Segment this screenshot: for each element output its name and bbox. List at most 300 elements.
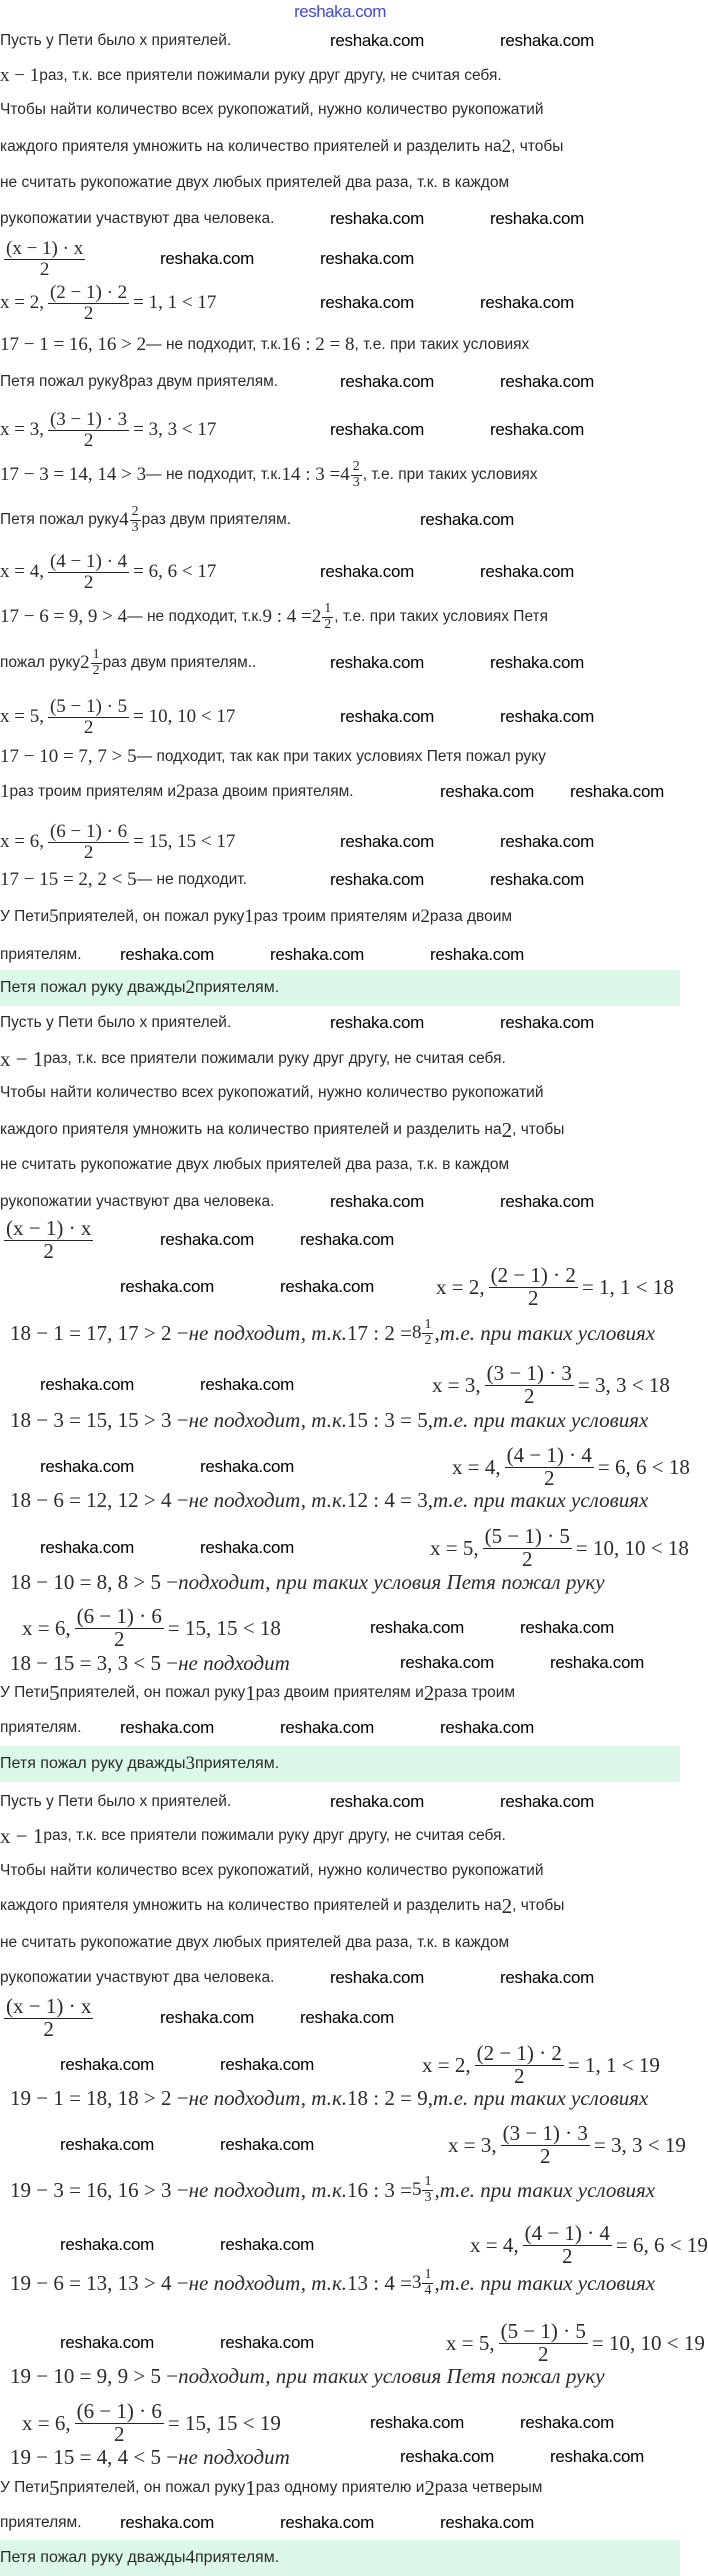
solution-line [0,1011,231,1035]
solution-line [0,551,217,593]
text-run: Петя пожал руку дважды [0,2549,186,2566]
math-expression: т.е. при таких условиях [432,1487,649,1512]
watermark: reshaka.com [550,1653,645,1672]
math-expression: 18 − 15 = 3, 3 < 5 − [10,1650,179,1675]
math-expression: 2 [185,977,196,998]
solution-line [0,1681,515,1705]
math-expression: x = 4, [0,561,44,582]
fraction-denominator: 3 [131,519,139,535]
watermark: reshaka.com [440,1718,535,1737]
solution-line [0,1994,97,2041]
fraction-numerator: (x − 1) · x [6,1216,92,1241]
text-run: — не подходит, т.к. [146,466,282,483]
fraction-denominator: 2 [538,2341,549,2366]
fraction-denominator: 2 [562,2243,573,2268]
text-run: раз двум приятелям. [141,511,292,528]
fraction [48,283,129,323]
math-expression: подходит, при таких условия Петя пожал руку [178,1569,605,1594]
answer-box [0,1746,680,1782]
text-run: приятелей, он пожал руку [59,2479,246,2496]
mixed-number [312,602,335,632]
math-expression: не подходит [178,2444,290,2469]
math-expression: = 1, 1 < 19 [567,2052,660,2077]
solution-line [470,2221,708,2268]
math-expression: 2 [501,1893,513,1918]
solution-line [0,943,82,967]
solution-line [22,1604,281,1651]
fraction-denominator: 3 [424,2189,432,2205]
text-run: — не подходит, т.к. [146,336,282,353]
text-run: раза двоим приятелям. [185,783,354,800]
watermark: reshaka.com [480,293,575,312]
solution-line [0,333,529,357]
math-expression: 19 − 6 = 13, 13 > 4 − [10,2270,189,2295]
mixed-number [80,648,103,678]
solution-line [0,171,509,195]
text-run: Петя пожал руку дважды [0,979,186,996]
fraction [48,410,129,450]
math-expression: 5 [49,2475,60,2500]
text-run: , чтобы [512,1121,565,1138]
solution-line [0,1190,274,1214]
math-expression: 2 [176,781,186,802]
watermark: reshaka.com [300,1230,395,1249]
watermark: reshaka.com [330,1013,425,1032]
watermark: reshaka.com [270,945,365,964]
fraction [483,1526,572,1570]
watermark: reshaka.com [550,2447,645,2466]
math-expression: не подходит, т.к. [188,2270,348,2295]
answer-box [0,2540,680,2576]
site-logo[interactable]: reshaka.com [294,2,386,21]
solution-line [10,1570,605,1594]
text-run: приятелям. [0,2514,82,2531]
math-expression: x = 2, [422,2052,471,2077]
solution-line [0,905,512,929]
solution-line [0,1859,544,1883]
watermark: reshaka.com [340,832,435,851]
math-expression: 2 [423,1680,435,1705]
watermark: reshaka.com [300,2008,395,2027]
math-expression: подходит, при таких условия Петя пожал руку [178,2363,605,2388]
solution-line [0,1118,564,1142]
math-expression: x = 3, [432,1372,481,1397]
watermark: reshaka.com [440,782,535,801]
fraction [499,2321,588,2365]
math-expression: 2 [420,906,430,927]
fraction-denominator: 2 [43,2016,54,2041]
text-run: раз двоим приятелям и [255,1684,424,1701]
watermark: reshaka.com [280,1277,375,1296]
fraction-denominator: 2 [39,258,50,280]
text-run: раз троим приятелям и [253,908,421,925]
solution-line [0,282,217,324]
watermark: reshaka.com [400,2447,495,2466]
watermark: reshaka.com [60,2135,155,2154]
watermark: reshaka.com [500,31,595,50]
watermark: reshaka.com [420,510,515,529]
math-expression: x = 2, [0,292,44,313]
watermark: reshaka.com [60,2235,155,2254]
fraction [75,2401,164,2445]
fraction-denominator: 2 [83,716,94,738]
solution-line [0,1931,509,1955]
watermark: reshaka.com [500,1013,595,1032]
fraction-numerator: (2 − 1) · 2 [476,2041,562,2066]
fraction [475,2043,564,2087]
watermark: reshaka.com [330,1968,425,1987]
math-expression: 17 − 6 = 9, 9 > 4 [0,606,128,627]
math-expression: 1 [0,781,10,802]
math-expression: не подходит, т.к. [188,1407,348,1432]
solution-line [0,1081,544,1105]
text-run: раза троим [434,1684,516,1701]
text-run: , чтобы [512,1897,565,1914]
text-run: раза четверым [434,2479,543,2496]
watermark: reshaka.com [220,2135,315,2154]
solution-line [0,1824,506,1848]
fraction [130,505,141,535]
fraction-denominator: 2 [114,2421,125,2446]
text-run: приятелям. [0,946,82,963]
fraction-numerator: (5 − 1) · 5 [49,696,128,718]
watermark: reshaka.com [330,870,425,889]
math-expression: = 1, 1 < 17 [133,292,217,313]
math-expression: т.е. при таких условиях [439,1320,656,1345]
math-expression: 14 : 3 = [281,464,341,485]
math-expression: = 3, 3 < 18 [577,1372,670,1397]
fraction-numerator: (5 − 1) · 5 [500,2319,586,2344]
solution-line [22,2399,281,2446]
solution-line [0,1216,97,1263]
fraction [91,648,102,678]
mixed-whole: 4 [119,509,129,530]
text-run: , чтобы [511,138,564,155]
watermark: reshaka.com [120,2513,215,2532]
solution-line [0,1716,82,1740]
math-expression: не подходит [178,1650,290,1675]
math-expression: x = 3, [0,419,44,440]
fraction [489,1265,578,1309]
math-expression: 18 : 2 = 9, [347,2085,433,2110]
math-expression: 19 − 15 = 4, 4 < 5 − [10,2444,179,2469]
text-run: У Пети [0,1684,50,1701]
solution-line [0,504,292,535]
watermark: reshaka.com [330,420,425,439]
fraction-denominator: 2 [424,1332,432,1348]
math-expression: 2 [501,136,512,157]
math-expression: x = 4, [470,2232,519,2257]
math-expression: 17 − 10 = 7, 7 > 5 [0,746,137,767]
text-run: приятелям. [0,1719,82,1736]
math-expression: 17 : 2 = [347,1320,412,1345]
mixed-number [412,2175,435,2205]
fraction-numerator: (4 − 1) · 4 [49,551,128,573]
solution-line [0,29,231,53]
text-run: раз, т.к. все приятели пожимали руку друг другу, не считая себя. [43,1050,506,1067]
watermark: reshaka.com [490,209,585,228]
watermark: reshaka.com [330,209,425,228]
mixed-number [119,505,142,535]
solution-line [10,2364,605,2388]
math-expression: 19 − 3 = 16, 16 > 3 − [10,2177,189,2202]
fraction-denominator: 2 [544,1465,555,1490]
math-expression: = 15, 15 < 17 [133,831,236,852]
math-expression: 1 [244,906,254,927]
math-expression: не подходит, т.к. [188,2177,348,2202]
answer-box [0,970,680,1006]
watermark: reshaka.com [320,249,415,268]
text-run: раз, т.к. все приятели пожимали руку друг другу, не считая себя. [43,1827,506,1844]
math-expression: т.е. при таких условиях [432,2085,649,2110]
fraction-numerator: (x − 1) · x [6,238,84,260]
mixed-whole: 8 [411,1322,422,1343]
watermark: reshaka.com [160,2008,255,2027]
solution-line [422,2041,660,2088]
text-run: , т.е. при таких условиях Петя [334,608,549,625]
text-run: У Пети [0,908,50,925]
solution-line [0,1966,274,1990]
watermark: reshaka.com [440,2513,535,2532]
watermark: reshaka.com [330,31,425,50]
text-run: раз троим приятелям и [9,783,177,800]
solution-line [448,2121,686,2168]
text-run: каждого приятеля умножить на количество приятелей и разделить на [0,1897,502,1914]
mixed-whole: 5 [411,2179,422,2200]
fraction-denominator: 2 [83,841,94,863]
mixed-number [412,1318,435,1348]
math-expression: 1 [245,2475,256,2500]
math-expression: = 10, 10 < 19 [591,2330,705,2355]
solution-line [0,64,502,88]
solution-line [10,2445,290,2469]
watermark: reshaka.com [40,1457,135,1476]
fraction [4,239,85,279]
text-run: пожал руку [0,654,81,671]
math-expression: = 15, 15 < 19 [167,2410,281,2435]
fraction-numerator: 1 [92,647,100,663]
watermark: reshaka.com [160,249,255,268]
math-expression: x − 1 [0,65,40,86]
math-expression: x = 5, [0,706,44,727]
watermark: reshaka.com [280,1718,375,1737]
fraction-numerator: 1 [324,601,332,617]
watermark: reshaka.com [490,420,585,439]
text-run: Пусть у Пети было х приятелей. [0,1793,232,1810]
watermark: reshaka.com [480,562,575,581]
text-run: раз двум приятелям. [128,373,279,390]
fraction [75,1606,164,1650]
text-run: Петя пожал руку [0,511,120,528]
math-expression: = 10, 10 < 17 [133,706,236,727]
watermark: reshaka.com [280,2513,375,2532]
fraction-numerator: 2 [352,459,360,475]
watermark: reshaka.com [340,707,435,726]
math-expression: 2 [424,2475,435,2500]
math-expression: 5 [49,1680,60,1705]
math-expression: x = 5, [446,2330,495,2355]
math-expression: x = 6, [0,831,44,852]
math-expression: т.е. при таких условиях [432,1407,649,1432]
text-run: раз двум приятелям.. [102,654,257,671]
watermark: reshaka.com [430,945,525,964]
solution-line [0,98,544,122]
math-expression: x = 6, [22,2410,71,2435]
math-expression: = 10, 10 < 18 [575,1535,689,1560]
solution-line [10,1317,656,1348]
text-run: Чтобы найти количество всех рукопожатий, нужно количество рукопожатий [0,101,544,118]
fraction [4,1218,93,1262]
solution-line [0,135,563,159]
text-run: приятелям. [195,2549,280,2566]
solution-line [0,2476,542,2500]
watermark: reshaka.com [520,1618,615,1637]
fraction [422,2175,433,2205]
fraction-denominator: 2 [83,302,94,324]
solution-line [0,238,89,280]
watermark: reshaka.com [320,562,415,581]
solution-line [0,2511,82,2535]
fraction-denominator: 3 [352,474,360,490]
solution-line [436,1263,674,1310]
watermark: reshaka.com [220,2235,315,2254]
watermark: reshaka.com [120,1277,215,1296]
text-run: рукопожатии участвуют два человека. [0,210,275,227]
fraction-denominator: 2 [540,2143,551,2168]
watermark: reshaka.com [570,782,665,801]
watermark: reshaka.com [160,1230,255,1249]
math-expression: 1 [245,1680,256,1705]
math-expression: 8 [119,371,129,392]
watermark: reshaka.com [320,293,415,312]
text-run: раз, т.к. все приятели пожимали руку друг другу, не считая себя. [39,67,502,84]
solution-line [0,409,217,451]
math-expression: x = 2, [436,1274,485,1299]
text-run: Петя пожал руку [0,373,120,390]
fraction [322,602,333,632]
watermark: reshaka.com [500,707,595,726]
solution-line [0,1153,509,1177]
text-run: приятелей, он пожал руку [59,1684,246,1701]
solution-line [0,207,274,231]
math-expression: 18 − 10 = 8, 8 > 5 − [10,1569,179,1594]
solution-line [0,647,257,678]
watermark: reshaka.com [200,1457,295,1476]
watermark: reshaka.com [490,653,585,672]
watermark: reshaka.com [200,1375,295,1394]
watermark: reshaka.com [60,2333,155,2352]
text-run: Пусть у Пети было х приятелей. [0,1014,232,1031]
text-run: раза двоим [429,908,513,925]
text-run: не считать рукопожатие двух любых приятелей два раза, т.к. в каждом [0,174,510,191]
fraction-numerator: (4 − 1) · 4 [506,1443,592,1468]
solution-line [10,2086,648,2110]
watermark: reshaka.com [490,870,585,889]
text-run: каждого приятеля умножить на количество приятелей и разделить на [0,1121,502,1138]
text-run: приятелям. [195,1755,280,1772]
watermark: reshaka.com [40,1375,135,1394]
math-expression: 2 [501,1117,513,1142]
math-expression: 9 : 4 = [262,606,312,627]
math-expression: не подходит, т.к. [188,2085,348,2110]
watermark: reshaka.com [330,653,425,672]
fraction-numerator: (6 − 1) · 6 [76,1604,162,1629]
fraction [505,1445,594,1489]
fraction-numerator: (6 − 1) · 6 [49,821,128,843]
text-run: , т.е. при таких условиях [362,466,538,483]
fraction [422,1318,433,1348]
mixed-number [412,2268,435,2298]
math-expression: не подходит, т.к. [188,1487,348,1512]
text-run: раз одному приятелю и [255,2479,425,2496]
math-expression: 19 − 1 = 18, 18 > 2 − [10,2085,189,2110]
fraction-denominator: 2 [92,662,100,678]
solution-line [0,868,247,892]
fraction [48,552,129,592]
text-run: рукопожатии участвуют два человека. [0,1193,275,1210]
watermark: reshaka.com [120,1718,215,1737]
math-expression: x = 6, [22,1615,71,1640]
fraction-numerator: (3 − 1) · 3 [486,1361,572,1386]
math-expression: = 15, 15 < 18 [167,1615,281,1640]
fraction-numerator: (2 − 1) · 2 [490,1263,576,1288]
text-run: приятелям. [195,979,280,996]
text-run: — не подходит. [136,871,247,888]
math-expression: 18 − 3 = 15, 15 > 3 − [10,1407,189,1432]
solution-line [0,745,546,769]
math-expression: 18 − 1 = 17, 17 > 2 − [10,1320,189,1345]
solution-line [0,1790,231,1814]
fraction [48,697,129,737]
fraction-numerator: 1 [424,2174,432,2190]
text-run: , т.е. при таких условиях [354,336,530,353]
math-expression: = 6, 6 < 19 [615,2232,708,2257]
fraction-denominator: 2 [83,429,94,451]
text-run: Пусть у Пети было х приятелей. [0,32,232,49]
math-expression: , [434,2270,440,2295]
fraction-numerator: (x − 1) · x [6,1994,92,2019]
fraction-numerator: 1 [424,2267,432,2283]
fraction-denominator: 2 [514,2063,525,2088]
watermark: reshaka.com [200,1538,295,1557]
text-run: приятелей, он пожал руку [58,908,245,925]
fraction-numerator: (4 − 1) · 4 [524,2221,610,2246]
math-expression: 17 − 1 = 16, 16 > 2 [0,334,147,355]
watermark: reshaka.com [500,1192,595,1211]
fraction [501,2123,590,2167]
math-expression: 5 [49,906,59,927]
text-run: не считать рукопожатие двух любых приятелей два раза, т.к. в каждом [0,1934,510,1951]
fraction [351,460,362,490]
math-expression: 17 − 15 = 2, 2 < 5 [0,869,137,890]
solution-line [0,370,278,394]
fraction [48,822,129,862]
solution-line [10,1488,648,1512]
mixed-whole: 2 [80,652,90,673]
fraction-numerator: (3 − 1) · 3 [49,409,128,431]
math-expression: = 6, 6 < 18 [597,1454,690,1479]
fraction-denominator: 2 [83,571,94,593]
math-expression: x = 4, [452,1454,501,1479]
math-expression: 17 − 3 = 14, 14 > 3 [0,464,147,485]
fraction-denominator: 2 [43,1238,54,1263]
fraction-denominator: 4 [424,2282,432,2298]
watermark: reshaka.com [220,2055,315,2074]
math-expression: 3 [185,1753,196,1774]
fraction-denominator: 2 [524,1383,535,1408]
math-expression: 19 − 10 = 9, 9 > 5 − [10,2363,179,2388]
watermark: reshaka.com [330,1792,425,1811]
